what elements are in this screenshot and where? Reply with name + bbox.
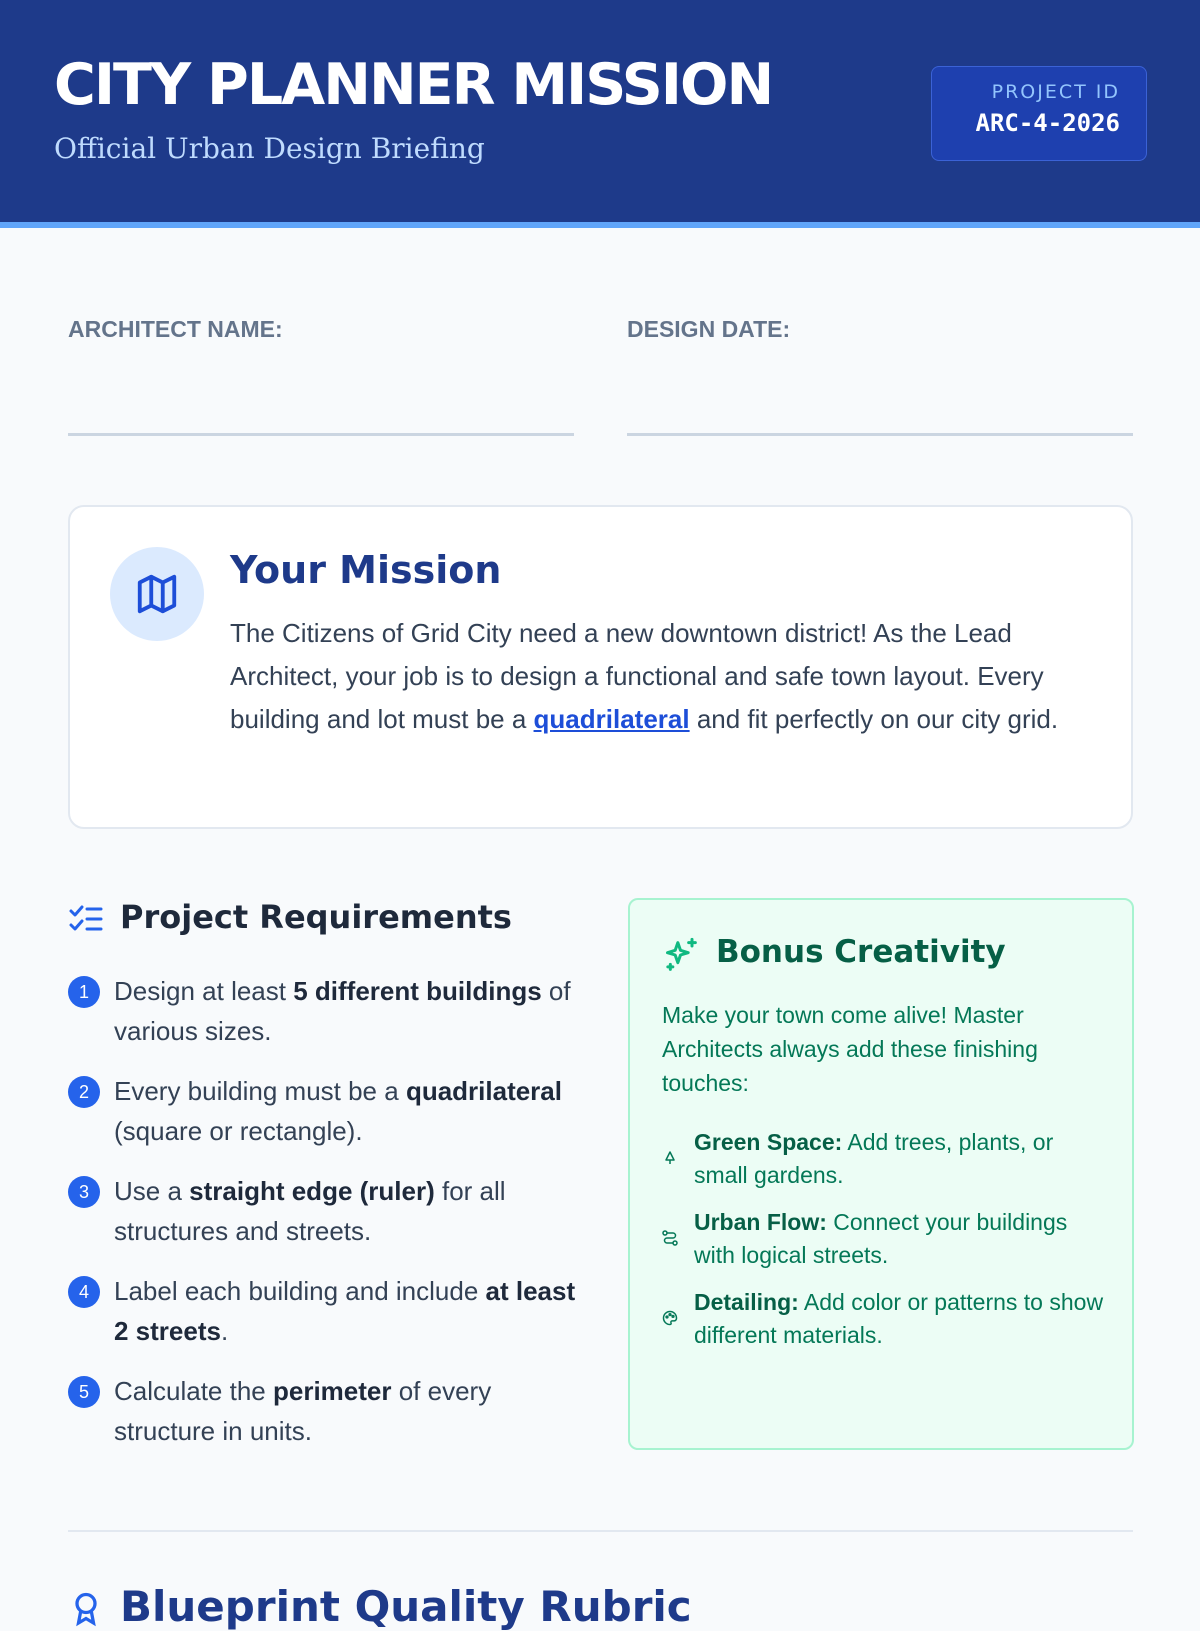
design-date-label: DESIGN DATE: <box>627 316 791 342</box>
requirement-text: Label each building and include at least 2 streets. <box>114 1276 576 1346</box>
bonus-item-text: Urban Flow: Connect your buildings with logical streets. <box>694 1209 1068 1268</box>
project-id-badge <box>931 66 1147 161</box>
requirement-number: 3 <box>68 1176 100 1208</box>
bonus-item-text: Green Space: Add trees, plants, or small gardens. <box>694 1129 1054 1188</box>
quadrilateral-link[interactable]: quadrilateral <box>533 704 690 734</box>
requirement-number: 1 <box>68 976 100 1008</box>
mission-text-end: and fit perfectly on our city grid. <box>689 704 1059 734</box>
mission-text <box>230 612 1100 741</box>
requirement-number: 2 <box>68 1076 100 1108</box>
mission-text-start: The Citizens of Grid City need a new downtown district! As the Lead Architect, your job is to design a functional and safe town layout. Every building and lot must be a <box>230 618 1044 734</box>
page-title: CITY PLANNER MISSION <box>54 52 773 118</box>
page-subtitle: Official Urban Design Briefing <box>54 132 485 165</box>
requirement-text: Calculate the perimeter of every structure in units. <box>114 1376 492 1446</box>
rubric-title: Blueprint Quality Rubric <box>120 1582 692 1631</box>
map-icon <box>134 571 180 617</box>
checklist-icon <box>68 903 104 935</box>
bonus-intro: Make your town come alive! Master Architects always add these finishing touches: <box>662 1002 1038 1096</box>
sparkles-icon <box>662 936 702 976</box>
architect-name-label: ARCHITECT NAME: <box>68 316 283 342</box>
requirement-number: 5 <box>68 1376 100 1408</box>
design-date-field[interactable] <box>627 433 1133 436</box>
requirement-number: 4 <box>68 1276 100 1308</box>
project-id-value: ARC-4-2026 <box>975 109 1120 137</box>
bonus-title: Bonus Creativity <box>716 934 1006 970</box>
project-id-label: PROJECT ID <box>991 81 1120 103</box>
architect-name-field[interactable] <box>68 433 574 436</box>
palette-icon <box>662 1310 678 1326</box>
mission-title: Your Mission <box>230 548 502 592</box>
route-icon <box>662 1230 678 1246</box>
tree-icon <box>662 1150 678 1166</box>
mission-icon-circle <box>110 547 204 641</box>
requirements-title: Project Requirements <box>120 898 512 936</box>
award-icon <box>68 1590 104 1626</box>
requirement-text: Design at least 5 different buildings of various sizes. <box>114 976 571 1046</box>
requirement-text: Every building must be a quadrilateral (square or rectangle). <box>114 1076 562 1146</box>
bonus-item-text: Detailing: Add color or patterns to show different materials. <box>694 1289 1104 1348</box>
requirement-text: Use a straight edge (ruler) for all structures and streets. <box>114 1176 506 1246</box>
section-divider <box>68 1530 1133 1532</box>
